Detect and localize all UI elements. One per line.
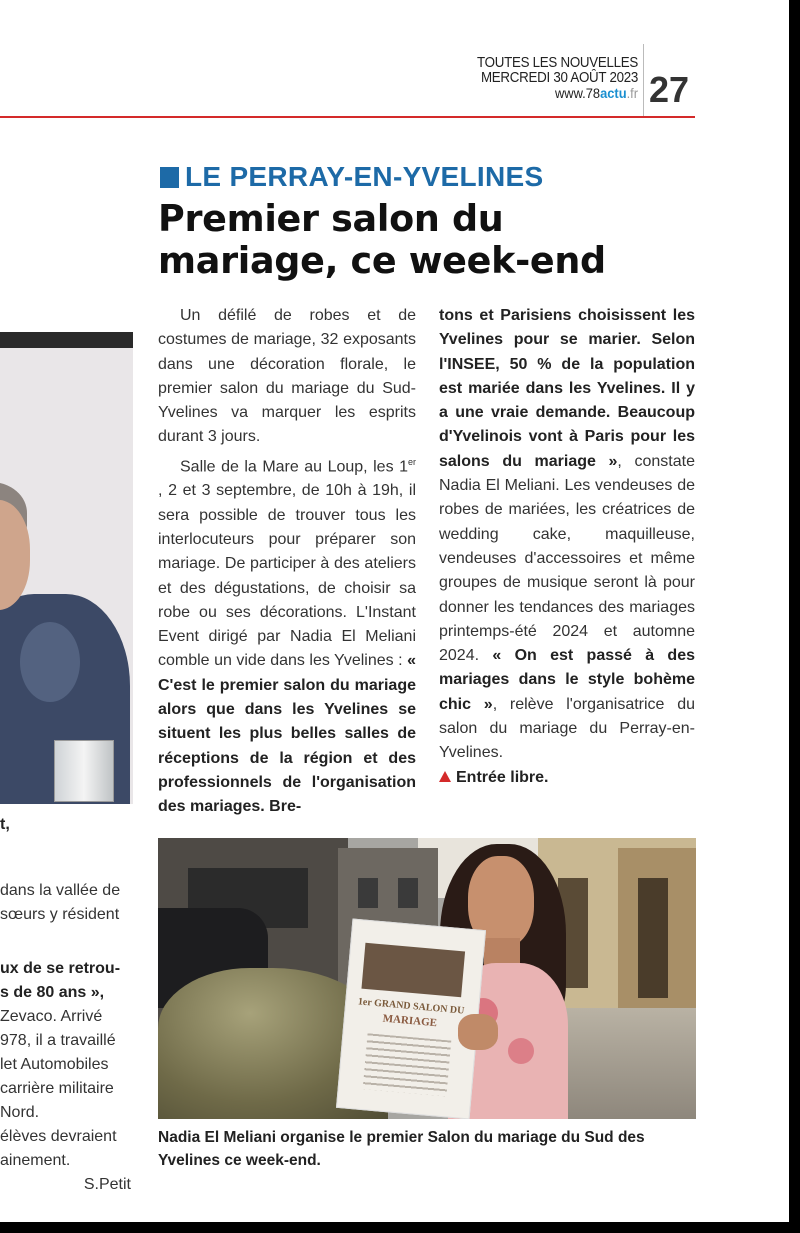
article-column-1	[158, 304, 416, 820]
event-poster: 1er GRAND SALON DU MARIAGE	[336, 919, 486, 1119]
article-kicker: LE PERRAY-EN-YVELINES	[160, 160, 543, 194]
left-text-line: Nord.	[0, 1104, 40, 1121]
article-photo	[158, 838, 696, 1119]
screen-edge	[789, 0, 800, 1233]
article-column-2	[439, 304, 695, 790]
paragraph: tons et Parisiens choisissent les Yvelines pour se marier. Selon l'INSEE, 50 % de la population est mariée dans les Yvelines. Il y a une vraie demande. Beaucoup d'Yvelinois vont à Paris pour les salons du mariage », constate Nadia El Meliani. Les vendeuses de robes de mariées, les créatrices de wedding cake, maquilleuse, vendeuses d'accessoires et même groupes de musique seront là pour donner les tendances des mariages printemps-été 2024 et automne 2024. « On est passé à des mariages dans le style bohème chic », relève l'organisatrice du salon du mariage du Perray-en-Yvelines.	[439, 307, 696, 762]
page-number: 27	[649, 69, 690, 110]
screen-edge	[0, 1222, 800, 1233]
kicker-square-icon	[160, 167, 179, 188]
header-divider	[643, 44, 644, 116]
left-text-line: Zevaco. Arrivé	[0, 1008, 103, 1025]
page-header	[463, 56, 638, 101]
left-caption-fragment: t,	[0, 816, 10, 833]
photo-caption: Nadia El Meliani organise le premier Salon du mariage du Sud des Yvelines ce week-end.	[158, 1129, 645, 1169]
triangle-bullet-icon	[439, 771, 451, 782]
paragraph: Un défilé de robes et de costumes de mariage, 32 exposants dans une décoration florale, le premier salon du mariage du Sud-Yvelines va marquer les esprits durant 3 jours.	[158, 307, 416, 446]
header-date: MERCREDI 30 AOÛT 2023	[480, 70, 638, 86]
left-text-line: sœurs y résident	[0, 906, 120, 923]
left-text-line: 978, il a travaillé	[0, 1032, 116, 1049]
entry-info: Entrée libre.	[439, 766, 695, 790]
header-website[interactable]: www.78actu.fr	[554, 85, 638, 101]
left-text-line: s de 80 ans »,	[0, 984, 105, 1001]
article-headline: Premier salon du mariage, ce week-end	[158, 197, 606, 282]
left-text-line: carrière militaire	[0, 1080, 114, 1097]
header-section: TOUTES LES NOUVELLES	[476, 55, 638, 71]
left-text-line: élèves devraient	[0, 1128, 117, 1145]
header-rule	[0, 116, 695, 118]
author-signature: S.Petit	[83, 1176, 131, 1193]
left-text-line: ux de se retrou-	[0, 960, 121, 977]
left-text-line: let Automobiles	[0, 1056, 109, 1073]
left-photo	[0, 332, 133, 804]
left-text-line: ainement.	[0, 1152, 71, 1169]
paragraph: Salle de la Mare au Loup, les 1er , 2 et 3 septembre, de 10h à 19h, il sera possible de trouver tous les interlocuteurs pour préparer son mariage. De participer à des ateliers et des dégustations, de choisir sa robe ou ses décorations. L'Instant Event dirigé par Nadia El Meliani comble un vide dans les Yvelines : « C'est le premier salon du mariage alors que dans les Yvelines se situent les plus belles salles de réceptions de la région et des professionnels de l'organisation des mariages. Bre-	[158, 456, 416, 816]
left-text-line: dans la vallée de	[0, 882, 121, 899]
